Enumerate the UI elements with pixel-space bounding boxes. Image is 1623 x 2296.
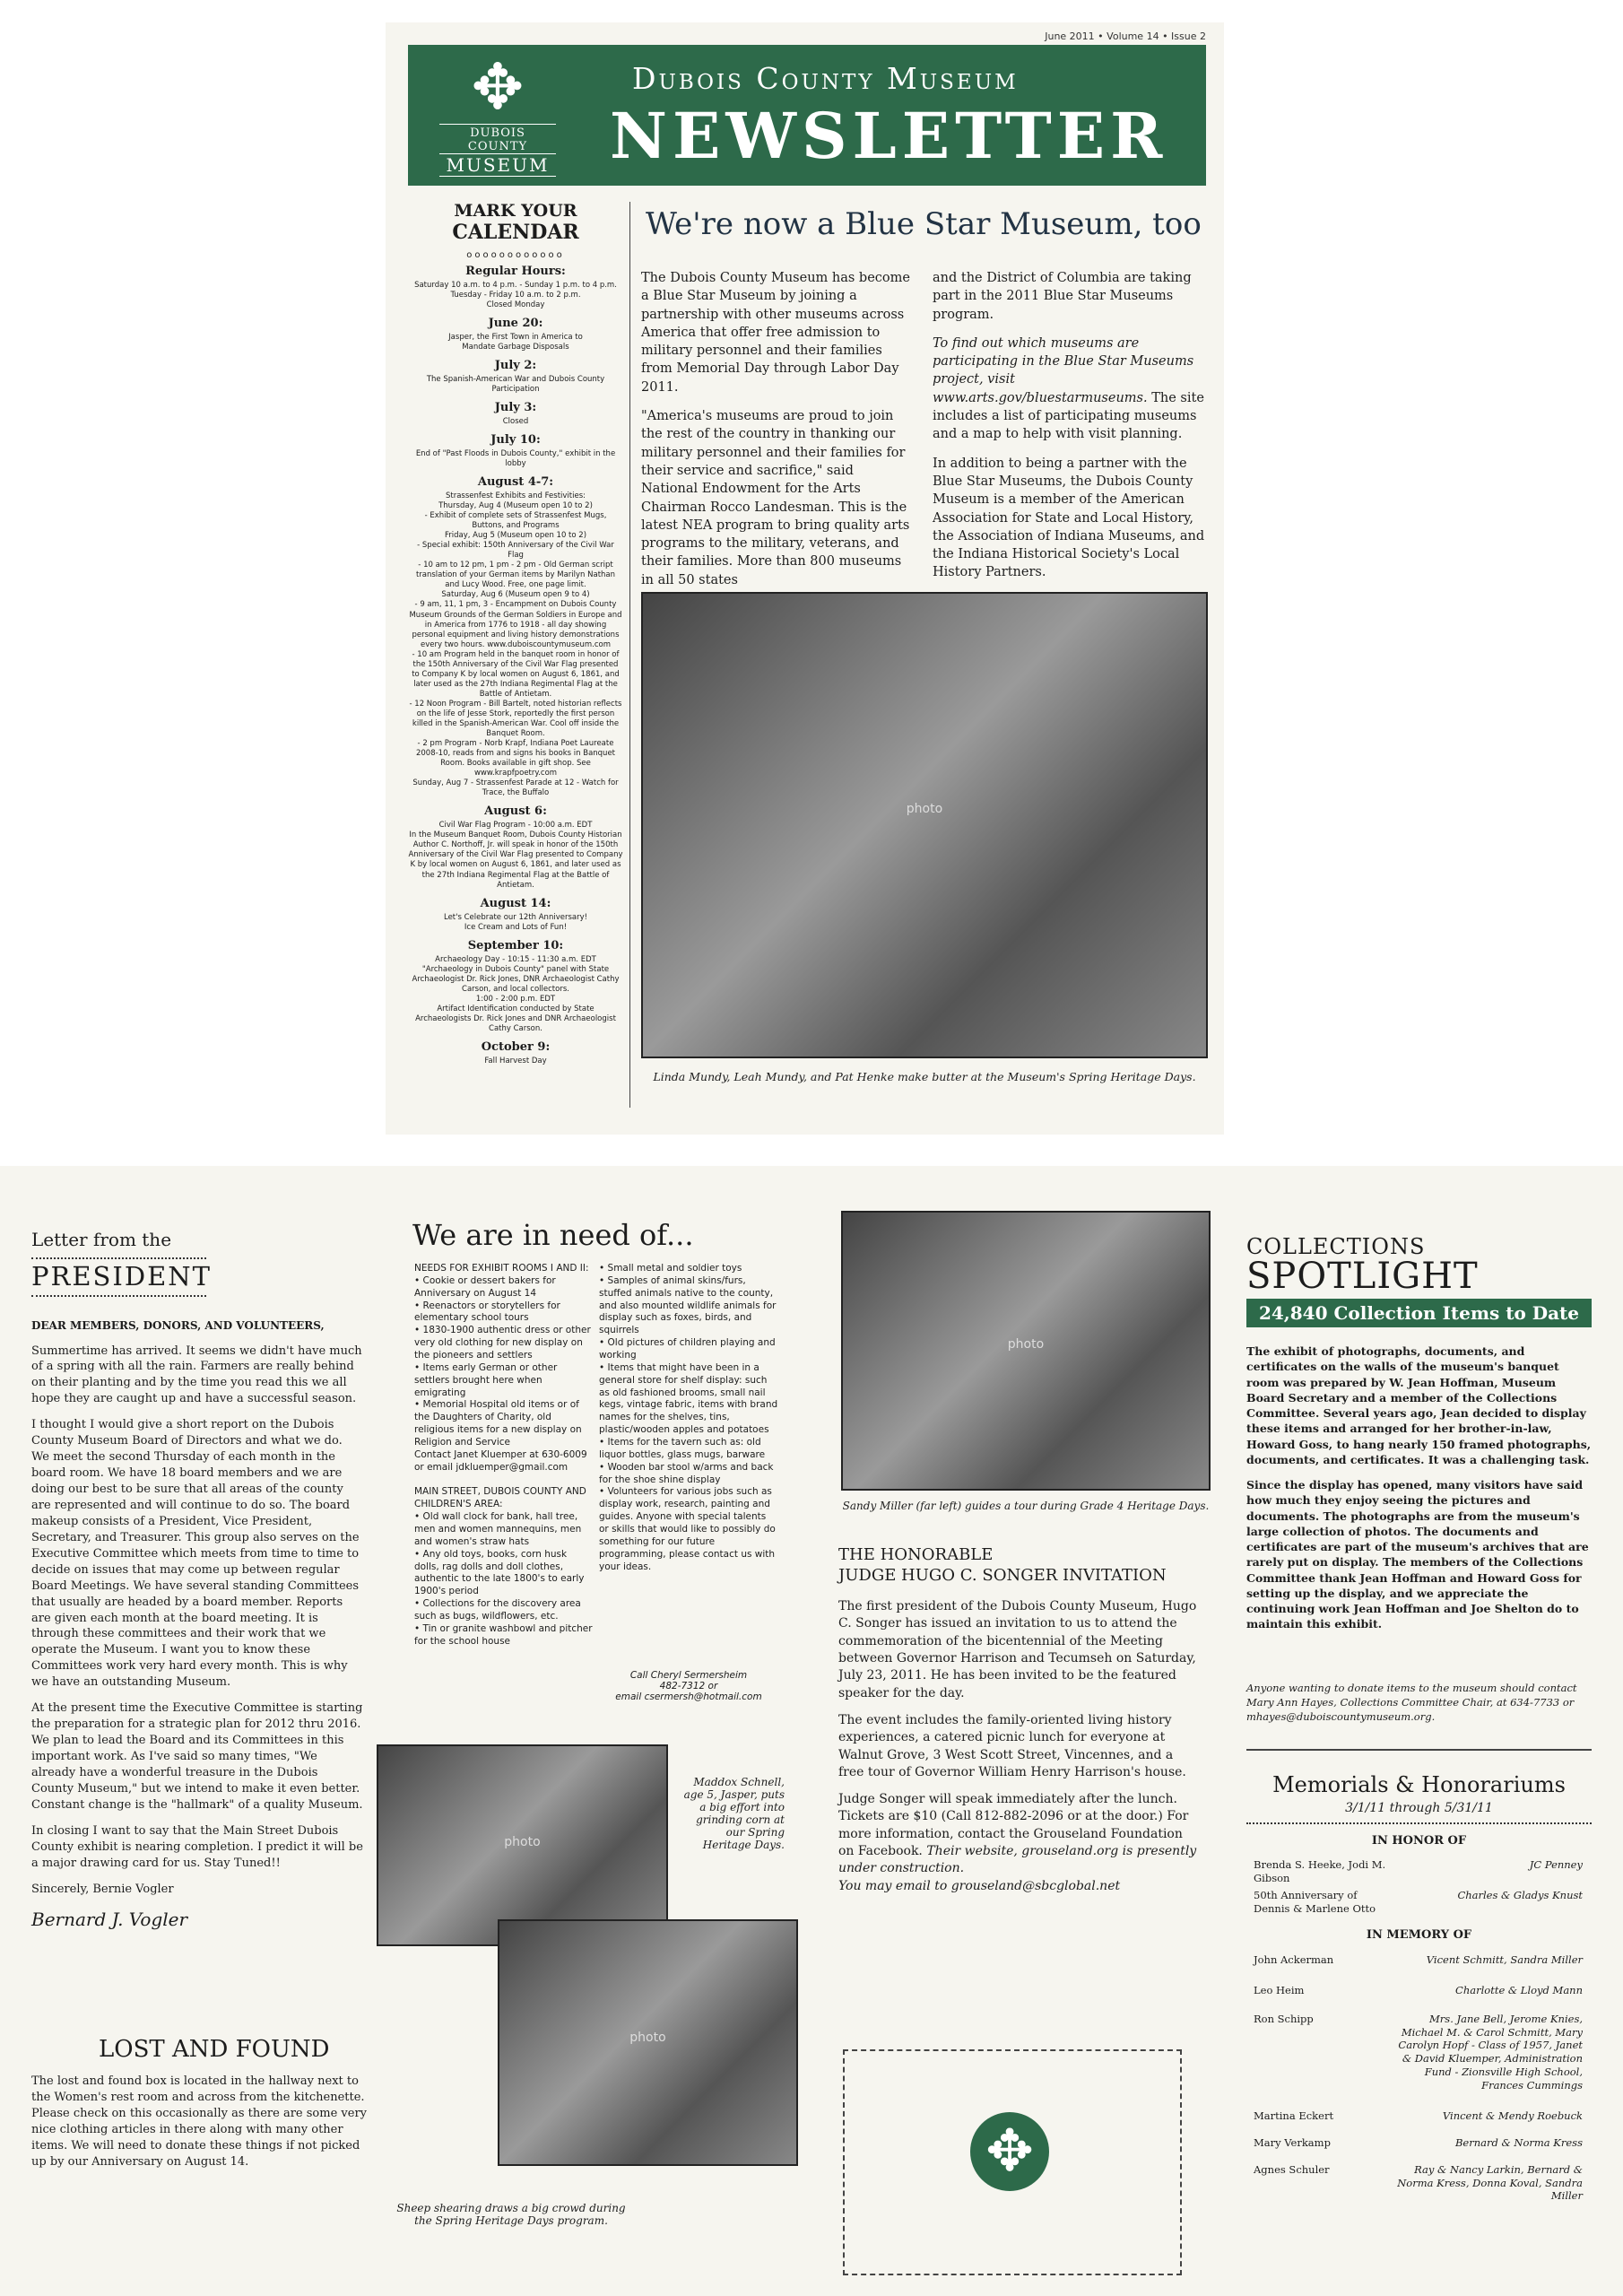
tour-photo: photo [841, 1211, 1211, 1491]
memorial-donors: Charlotte & Lloyd Mann [1455, 1984, 1583, 1996]
president-dotline [31, 1254, 206, 1259]
mailing-label-box [843, 2049, 1182, 2275]
event-details: Civil War Flag Program - 10:00 a.m. EDT In the Museum Banquet Room, Dubois County Historian Author C. Northoff, Jr. will speak in honor of the 150th Anniversary of the Civil War Flag presented to Company K by local women on August 6, 1861, and later used as the 27th Indiana Regimental Flag at the Battle of Antietam. [408, 821, 623, 890]
president-signature: Bernard J. Vogler [31, 1908, 188, 1930]
butter-photo: photo [641, 592, 1208, 1058]
event-details: Let's Celebrate our 12th Anniversary! Ice Cream and Lots of Fun! [443, 912, 588, 932]
event-date: September 10: [467, 938, 564, 952]
memorial-name: Brenda S. Heeke, Jodi M. Gibson [1254, 1858, 1386, 1884]
songer-title [838, 1544, 1167, 1587]
event-date: June 20: [488, 317, 543, 331]
event-details: The Spanish-American War and Dubois County Participation [426, 375, 605, 395]
memorial-donors: Ray & Nancy Larkin, Bernard & Norma Kress, Donna Koval, Sandra Miller [1397, 2163, 1583, 2203]
inside-spread [0, 1166, 1623, 2296]
event-date: August 14: [480, 896, 551, 910]
spotlight-contact: Anyone wanting to donate items to the museum should contact Mary Ann Hayes, Collections Committee Chair, at 634-7733 or mhayes@duboiscountymuseum.org. [1246, 1682, 1577, 1723]
spotlight-p1: The exhibit of photographs, documents, and certificates on the walls of the museum's banquet room was prepared by W. Jean Hoffman, Museum Board Secretary and a member of the Collections Committee. Several years ago, Jean decided to display these items and arranged for her brother-in-law, Howard Goss, to hang nearly 150 framed photographs, documents, and certificates. It was a challenging task. [1246, 1344, 1592, 1466]
memorial-donors: Vincent & Mendy Roebuck [1442, 2109, 1583, 2122]
calendar-title-1: MARK YOUR [454, 201, 577, 221]
event-date: Regular Hours: [465, 265, 566, 279]
calendar-divider: oooooooooooo [466, 250, 565, 261]
logo-county: DUBOIS COUNTY [439, 124, 556, 153]
president-p4: In closing I want to say that the Main Street Dubois County exhibit is nearing completion. I predict it will be a major drawing card for us. Stay Tuned!! [31, 1823, 363, 1870]
memorial-name: Mary Verkamp [1254, 2136, 1331, 2149]
event-date: July 2: [494, 359, 537, 373]
president-salutation: DEAR MEMBERS, DONORS, AND VOLUNTEERS, [31, 1319, 325, 1332]
calendar-event [408, 265, 623, 310]
spotlight-article [1246, 1344, 1592, 1642]
bluestar-headline: We're now a Blue Star Museum, too [646, 206, 1202, 242]
event-date: August 6: [484, 804, 547, 819]
spotlight-title-1: COLLECTIONS [1246, 1234, 1426, 1259]
memorial-donors: Bernard & Norma Kress [1454, 2136, 1583, 2149]
event-details: Closed [502, 417, 529, 427]
museum-logo [439, 50, 556, 181]
calendar-event [408, 433, 623, 469]
event-date: July 3: [494, 401, 537, 415]
memorial-name: Ron Schipp [1254, 2013, 1314, 2025]
calendar-event [408, 359, 623, 395]
president-dotline-2 [31, 1292, 206, 1297]
bluestar-p4-link: To find out which museums are participating in the Blue Star Museums project, visit www.arts.gov/bluestarmuseums. [933, 335, 1194, 405]
compass-star-icon: ✥ [471, 50, 525, 124]
memorial-name: Agnes Schuler [1254, 2163, 1330, 2176]
memorial-name: Leo Heim [1254, 1984, 1305, 1996]
event-details: Jasper, the First Town in America to Mandate Garbage Disposals [448, 333, 583, 352]
songer-article [838, 1598, 1197, 1905]
maddox-caption: Maddox Schnell, age 5, Jasper, puts a big effort into grinding corn at our Spring Heritage Days. [683, 1776, 785, 1851]
bluestar-col-2 [933, 269, 1206, 593]
calendar-title-2: CALENDAR [452, 220, 579, 244]
memorials-title: Memorials & Honorariums [1272, 1772, 1566, 1797]
bluestar-p4-rest: The site includes a list of participating museums and a map to help with visit planning. [933, 390, 1204, 442]
logo-museum: MUSEUM [439, 153, 556, 177]
spotlight-title-2: SPOTLIGHT [1246, 1256, 1479, 1297]
event-details: Fall Harvest Day [484, 1056, 547, 1065]
songer-email: You may email to grouseland@sbcglobal.net [838, 1878, 1121, 1893]
memorial-name: Martina Eckert [1254, 2109, 1334, 2122]
president-title-small: Letter from the [31, 1229, 172, 1250]
songer-p3-italic: Their website, grouseland.org is presently under construction. [838, 1844, 1197, 1876]
president-p3: At the present time the Executive Committee is starting the preparation for a strategic plan for 2012 thru 2016. We plan to lead the Board and its Committees in this important work. As I've said so many times, "We already have a wonderful treasure in the Dubois County Museum," but we intend to make it even better. Constant change is the "hallmark" of a quality Museum. [31, 1701, 363, 1812]
songer-p1: The first president of the Dubois County Museum, Hugo C. Songer has issued an invitation to us to attend the commemoration of the bicentennial of the Meeting between Governor Harrison and Tecumseh on Saturday, July 23, 2011. He has been invited to be the featured speaker for the day. [838, 1599, 1197, 1700]
event-details: Archaeology Day - 10:15 - 11:30 a.m. EDT "Archaeology in Dubois County" panel with State Archaeologist Dr. Rick Jones, DNR Archaeologist Cathy Carson, and local collectors. 1:00 - 2:00 p.m. EDT Artifact Identification conducted by State Archaeologists Dr. Rick Jones and DNR Archaeologist Cathy Carson. [412, 954, 620, 1033]
calendar-event [408, 317, 623, 352]
masthead [408, 30, 1206, 186]
needs-contact: Call Cheryl Sermersheim 482-7312 or email csermersh@hotmail.com [615, 1670, 762, 1702]
event-details: Saturday 10 a.m. to 4 p.m. - Sunday 1 p.m. to 4 p.m. Tuesday - Friday 10 a.m. to 2 p.m. Closed Monday [414, 281, 617, 310]
issue-info: June 2011 • Volume 14 • Issue 2 [1045, 30, 1206, 42]
spotlight-count-bar: 24,840 Collection Items to Date [1246, 1299, 1592, 1327]
calendar-event [408, 939, 623, 1034]
calendar-event [408, 475, 623, 798]
calendar-events [408, 265, 623, 1066]
president-letter [31, 1318, 363, 1942]
spotlight-p2: Since the display has opened, many visitors have said how much they enjoy seeing the pictures and documents. The photographs are from the museum's large collection of photos. The documents and certificates are part of the museum's archives that are rarely put on display. The members of the Collections Committee thank Jean Hoffman and Howard Goss for setting up the display, and we appreciate the continuing work Jean Hoffman and Joe Shelton do to maintain this exhibit. [1246, 1478, 1589, 1631]
memorial-name: John Ackerman [1254, 1953, 1334, 1966]
sheep-photo: photo [498, 1919, 798, 2166]
needs-col-2: • Small metal and soldier toys • Samples of animal skins/furs, stuffed animals native to the county, and also mounted wildlife animals for display such as foxes, birds, and squirrels • Old pictures of children playing and working • Items that might have been in a general store for shelf display: such as old fashioned brooms, small nail kegs, vintage fabric, items with brand names for the shelves, tins, plastic/wooden apples and potatoes • Items for the tavern such as: old liquor bottles, glass mugs, barware • Wooden bar stool w/arms and back for the shoe shine display • Volunteers for various jobs such as display work, research, painting and guides. Anyone with special talents or skills that would like to possibly do something for our future programming, please contact us with your ideas. [599, 1263, 778, 1572]
songer-title-2: JUDGE HUGO C. SONGER INVITATION [838, 1566, 1167, 1586]
masthead-title: Dubois County Museum [632, 61, 1019, 96]
masthead-newsletter: NEWSLETTER [610, 99, 1168, 173]
column-divider [629, 202, 630, 1108]
president-p2: I thought I would give a short report on the Dubois County Museum Board of Directors and what we do. We meet the second Thursday of each month in the board room. We have 18 board members and we are doing our best to be sure that all areas of the county are represented and will continue to do so. The board makeup consists of a President, Vice President, Secretary, and Treasurer. This group also serves on the Executive Committee which meets from time to time to decide on issues that may come up between regular Board Meetings. We have several standing Committees that usually are headed by a board member. Reports are given each month at the board meeting. It is through these committees and their work that we operate the Museum. I want you to know these Committees work very hard every month. This is why we have an outstanding Museum. [31, 1418, 360, 1690]
in-memory-label: IN MEMORY OF [1366, 1928, 1472, 1942]
event-details: End of "Past Floods in Dubois County," exhibit in the lobby [415, 448, 616, 469]
front-page [386, 22, 1224, 1135]
calendar-event [408, 804, 623, 890]
memorial-donors: Mrs. Jane Bell, Jerome Knies, Michael M. & Carol Schmitt, Mary Carolyn Hopf - Class of 1957, Janet & David Kluemper, Administration Fund - Zionsville High School, Frances Cummings [1398, 2013, 1583, 2092]
museum-seal [970, 2112, 1049, 2191]
needs-title: We are in need of... [412, 1218, 694, 1252]
songer-title-1: THE HONORABLE [838, 1545, 994, 1564]
compass-star-icon: ✥ [985, 2118, 1034, 2185]
tour-caption: Sandy Miller (far left) guides a tour during Grade 4 Heritage Days. [842, 1500, 1210, 1512]
memorials-rule [1246, 1749, 1592, 1751]
event-date: July 10: [490, 433, 541, 448]
calendar-event [408, 401, 623, 427]
memorials-dates: 3/1/11 through 5/31/11 [1345, 1801, 1493, 1815]
memorials-dotline [1246, 1819, 1592, 1824]
memorial-donors: JC Penney [1529, 1858, 1583, 1871]
event-details: Strassenfest Exhibits and Festivities: Thursday, Aug 4 (Museum open 10 to 2) - Exhibit of complete sets of Strassenfest Mugs, Buttons, and Programs Friday, Aug 5 (Museum open 10 to 2) - Special exhibit: 150th Anniversary of the Civil War Flag - 10 am to 12 pm, 1 pm - 2 pm - Old German script translation of your German items by Marilyn Nathan and Lucy Wood. Free, one page limit. Saturday, Aug 6 (Museum open 9 to 4) - 9 am, 11, 1 pm, 3 - Encampment on Dubois County Museum Grounds of the German Soldiers in Europe and in America from 1776 to 1918 - all day showing personal equipment and living history demonstrations every two hours. www.duboiscountymuseum.com - 10 am Program held in the banquet room in honor of the 150th Anniversary of the Civil War Flag presented to Company K by local women on August 6, 1861, and later used as the 27th Indiana Regimental Flag at the Battle of Antietam. - 12 Noon Program - Bill Bartelt, noted historian reflects on the life of Jesse Stork, reportedly the first person killed in the Spanish-American War. Cool off inside the Banquet Room. - 2 pm Program - Norb Krapf, Indiana Poet Laureate 2008-10, reads from and signs his books in Banquet Room. Books available in gift shop. See www.krapfpoetry.com Sunday, Aug 7 - Strassenfest Parade at 12 - Watch for Trace, the Buffalo [409, 491, 622, 798]
songer-p2: The event includes the family-oriented living history experiences, a catered picnic lunch for everyone at Walnut Grove, 3 West Scott Street, Vincennes, and a free tour of Governor William Henry Harrison's house. [838, 1712, 1186, 1779]
bluestar-p5: In addition to being a partner with the Blue Star Museums, the Dubois County Museum is a member of the American Association for State and Local History, the Association of Indiana Museums, and the Indiana Historical Society's Local History Partners. [933, 456, 1205, 580]
president-title: PRESIDENT [31, 1261, 212, 1292]
songer-p3: Judge Songer will speak immediately after the lunch. Tickets are $10 (Call 812-882-2096 or at the door.) For more information, contact the Grouseland Foundation on Facebook. [838, 1792, 1189, 1859]
event-date: October 9: [481, 1039, 551, 1054]
calendar-column [408, 202, 623, 1073]
bluestar-p2: "America's museums are proud to join the rest of the country in thanking our military personnel and their families for their service and sacrifice," said National Endowment for the Arts Chairman Rocco Landesman. This is the latest NEA program to bring quality arts programs to the military, veterans, and their families. More than 800 museums in all 50 states [641, 409, 910, 587]
calendar-event [408, 897, 623, 933]
needs-col-1: NEEDS FOR EXHIBIT ROOMS I AND II: • Cookie or dessert bakers for Anniversary on August 14 • Reenactors or storytellers for elementary school tours • 1830-1900 authentic dress or other very old clothing for new display on the pioneers and settlers • Items early German or other settlers brought here when emigrating • Memorial Hospital old items or of the Daughters of Charity, old religious items for a new display on Religion and Service Contact Janet Kluemper at 630-6009 or email jdkluemper@gmail.com MAIN STREET, DUBOIS COUNTY AND CHILDREN'S AREA: • Old wall clock for bank, hall tree, men and women mannequins, men and women's straw hats • Any old toys, books, corn husk dolls, rag dolls and doll clothes, authentic to the late 1800's to early 1900's period • Collections for the discovery area such as bugs, wildflowers, etc. • Tin or granite washbowl and pitcher for the school house [414, 1263, 593, 1647]
bluestar-p3: and the District of Columbia are taking part in the 2011 Blue Star Museums program. [933, 271, 1192, 322]
president-signoff: Sincerely, Bernie Vogler [31, 1882, 174, 1896]
memorial-donors: Vicent Schmitt, Sandra Miller [1426, 1953, 1583, 1966]
in-honor-label: IN HONOR OF [1371, 1834, 1467, 1848]
lostfound-text: The lost and found box is located in the hallway next to the Women's rest room and across from the kitchenette. Please check on this occasionally as there are some very nice clothing articles in there along with many other items. We will need to donate these things if not picked up by our Anniversary on August 14. [31, 2074, 368, 2169]
corn-grinding-photo: photo [377, 1744, 668, 1946]
sheep-caption: Sheep shearing draws a big crowd during the Spring Heritage Days program. [396, 2202, 626, 2227]
memorial-name: 50th Anniversary of Dennis & Marlene Otto [1254, 1889, 1376, 1915]
butter-photo-caption: Linda Mundy, Leah Mundy, and Pat Henke make butter at the Museum's Spring Heritage Days. [653, 1070, 1196, 1083]
calendar-event [408, 1040, 623, 1066]
bluestar-p1: The Dubois County Museum has become a Blue Star Museum by joining a partnership with other museums across America that offer free admission to military personnel and their families from Memorial Day through Labor Day 2011. [641, 271, 910, 395]
lostfound-title: LOST AND FOUND [99, 2036, 330, 2063]
memorial-donors: Charles & Gladys Knust [1457, 1889, 1583, 1901]
bluestar-col-1 [641, 269, 910, 600]
president-p1: Summertime has arrived. It seems we didn't have much of a spring with all the rain. Farmers are really behind on their planting and by the time you read this we all hope they are caught up and have a successful season. [31, 1344, 362, 1406]
event-date: August 4-7: [477, 475, 554, 490]
